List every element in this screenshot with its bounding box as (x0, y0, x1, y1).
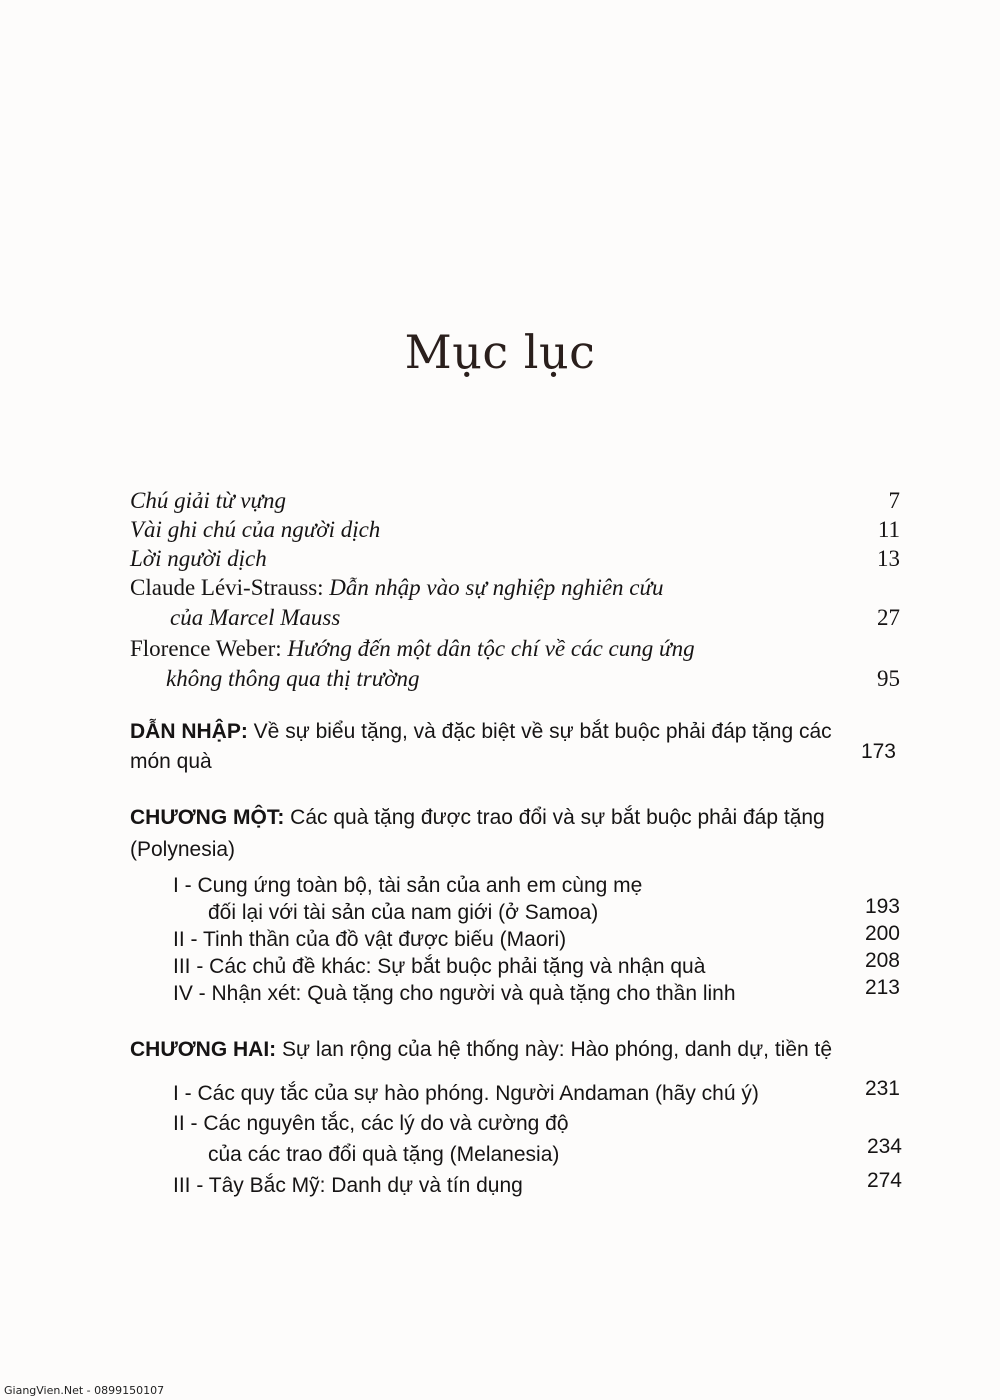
toc-heading: CHƯƠNG MỘT: (130, 806, 285, 829)
toc-entry-label: II - Tinh thần của đồ vật được biếu (Maori) (173, 928, 567, 951)
toc-entry-label: món quà (130, 750, 212, 773)
toc-page-number: 234 (866, 1135, 902, 1158)
toc-entry-label: Các quà tặng được trao đổi và sự bắt buộc phải đáp tặng (290, 806, 825, 829)
toc-page-number: 7 (888, 488, 900, 513)
toc-entry-label: I - Các quy tắc của sự hào phóng. Người Andaman (hãy chú ý) (173, 1082, 759, 1105)
toc-page-number: 193 (864, 895, 900, 918)
toc-page-number: 11 (877, 517, 900, 542)
toc-page-number: 173 (860, 740, 896, 763)
toc-entry-label: không thông qua thị trường (166, 666, 420, 691)
page-title: Mục lục (404, 325, 596, 379)
toc-entry-label: Dẫn nhập vào sự nghiệp nghiên cứu (329, 575, 664, 600)
toc-heading: CHƯƠNG HAI: (130, 1038, 277, 1061)
watermark-footer: GiangVien.Net - 0899150107 (4, 1384, 165, 1397)
toc-page-number: 27 (877, 605, 900, 630)
toc-page-number: 213 (864, 976, 900, 999)
toc-entry-label: Vài ghi chú của người dịch (130, 517, 381, 542)
toc-entry-author: Claude Lévi-Strauss: (130, 575, 324, 600)
toc-page-number: 95 (877, 666, 900, 691)
toc-entry-label: III - Tây Bắc Mỹ: Danh dự và tín dụng (173, 1174, 523, 1197)
toc-entry-author: Florence Weber: (130, 636, 282, 661)
toc-entry-label: Sự lan rộng của hệ thống này: Hào phóng, danh dự, tiền tệ (282, 1038, 833, 1061)
toc-heading: DẪN NHẬP: (130, 720, 248, 743)
toc-entry-label: I - Cung ứng toàn bộ, tài sản của anh em cùng mẹ (173, 874, 643, 897)
toc-entry-label: IV - Nhận xét: Quà tặng cho người và quà tặng cho thần linh (173, 982, 736, 1005)
toc-page-number: 274 (866, 1169, 902, 1192)
toc-entry-label: Lời người dịch (130, 546, 267, 571)
toc-page-number: 13 (877, 546, 900, 571)
toc-entry-label: Hướng đến một dân tộc chí về các cung ứng (287, 636, 695, 661)
toc-entry-label: của Marcel Mauss (170, 605, 341, 630)
toc-page-number: 231 (864, 1077, 900, 1100)
toc-entry-label: của các trao đổi quà tặng (Melanesia) (208, 1143, 560, 1166)
toc-entry-label: Chú giải từ vựng (130, 488, 287, 513)
toc-entry-label: II - Các nguyên tắc, các lý do và cường độ (173, 1112, 569, 1135)
toc-entry-label: Về sự biểu tặng, và đặc biệt về sự bắt buộc phải đáp tặng các (253, 720, 832, 743)
toc-page-number: 200 (864, 922, 900, 945)
toc-entry-label: đối lại với tài sản của nam giới (ở Samoa) (208, 901, 599, 924)
toc-entry-label: (Polynesia) (130, 838, 236, 861)
toc-entry-label: III - Các chủ đề khác: Sự bắt buộc phải tặng và nhận quà (173, 955, 706, 978)
toc-page-number: 208 (864, 949, 900, 972)
